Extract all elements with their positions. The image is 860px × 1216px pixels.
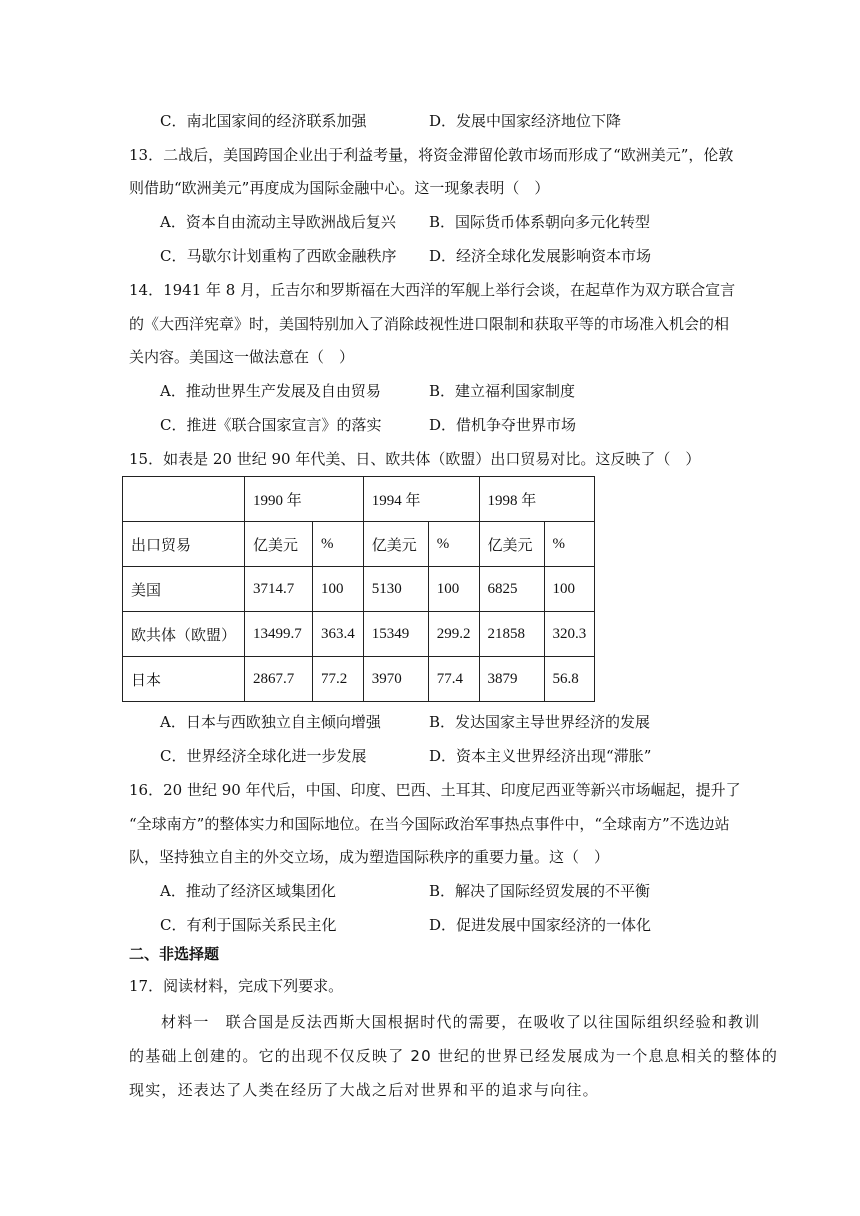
q14-option-b: B．建立福利国家制度 xyxy=(429,382,576,400)
row-name: 欧共体（欧盟） xyxy=(123,612,245,657)
q12-option-c: C．南北国家间的经济联系加强 xyxy=(160,112,367,130)
table-subheader-row xyxy=(123,522,595,567)
q16-option-a: A．推动了经济区域集团化 xyxy=(160,882,336,900)
year-header-1998: 1998 年 xyxy=(479,477,595,522)
table-cell: 5130 xyxy=(363,567,428,612)
q17-material-1-line-3: 现实，还表达了人类在经历了大战之后对世界和平的追求与向往。 xyxy=(129,1081,599,1099)
table-cell: 320.3 xyxy=(544,612,595,657)
q16-option-c: C．有利于国际关系民主化 xyxy=(160,916,337,934)
table-corner-cell xyxy=(123,477,245,522)
table-cell: 13499.7 xyxy=(245,612,313,657)
unit-header: 亿美元 xyxy=(363,522,428,567)
table-row-eu xyxy=(123,612,595,657)
q15-option-a: A．日本与西欧独立自主倾向增强 xyxy=(160,713,381,731)
table-cell: 100 xyxy=(313,567,364,612)
q14-option-d: D．借机争夺世界市场 xyxy=(429,416,577,434)
percent-header: % xyxy=(544,522,595,567)
table-cell: 6825 xyxy=(479,567,544,612)
q15-option-b: B．发达国家主导世界经济的发展 xyxy=(429,713,651,731)
q13-stem-line-2: 则借助“欧洲美元”再度成为国际金融中心。这一现象表明（ ） xyxy=(129,179,550,197)
q13-option-c: C．马歇尔计划重构了西欧金融秩序 xyxy=(160,247,397,265)
unit-header: 亿美元 xyxy=(245,522,313,567)
table-header-row xyxy=(123,477,595,522)
percent-header: % xyxy=(428,522,479,567)
percent-header: % xyxy=(313,522,364,567)
q16-stem-line-3: 队，坚持独立自主的外交立场，成为塑造国际秩序的重要力量。这（ ） xyxy=(129,848,610,866)
q16-option-d: D．促进发展中国家经济的一体化 xyxy=(429,916,652,934)
q17-material-1-line-2: 的基础上创建的。它的出现不仅反映了 20 世纪的世界已经发展成为一个息息相关的整体的 xyxy=(129,1047,779,1065)
table-cell: 363.4 xyxy=(313,612,364,657)
table-cell: 2867.7 xyxy=(245,657,313,702)
section-heading-non-choice: 二、非选择题 xyxy=(129,945,220,963)
q13-option-a: A．资本自由流动主导欧洲战后复兴 xyxy=(160,213,396,231)
q15-stem: 15．如表是 20 世纪 90 年代美、日、欧共体（欧盟）出口贸易对比。这反映了（ ） xyxy=(129,450,701,468)
row-name: 日本 xyxy=(123,657,245,702)
row-header-label: 出口贸易 xyxy=(123,522,245,567)
table-cell: 77.4 xyxy=(428,657,479,702)
year-header-1994: 1994 年 xyxy=(363,477,479,522)
table-cell: 56.8 xyxy=(544,657,595,702)
table-cell: 100 xyxy=(544,567,595,612)
q13-option-b: B．国际货币体系朝向多元化转型 xyxy=(429,213,651,231)
table-cell: 299.2 xyxy=(428,612,479,657)
q17-stem: 17．阅读材料，完成下列要求。 xyxy=(129,977,344,995)
row-name: 美国 xyxy=(123,567,245,612)
table-cell: 100 xyxy=(428,567,479,612)
q14-stem-line-1: 14．1941 年 8 月，丘吉尔和罗斯福在大西洋的军舰上举行会谈，在起草作为双方联合宣言 xyxy=(129,281,736,299)
unit-header: 亿美元 xyxy=(479,522,544,567)
table-cell: 77.2 xyxy=(313,657,364,702)
table-cell: 3970 xyxy=(363,657,428,702)
q13-option-d: D．经济全球化发展影响资本市场 xyxy=(429,247,652,265)
table-cell: 3879 xyxy=(479,657,544,702)
q14-option-c: C．推进《联合国家宣言》的落实 xyxy=(160,416,382,434)
q12-option-d: D．发展中国家经济地位下降 xyxy=(429,112,622,130)
q15-option-c: C．世界经济全球化进一步发展 xyxy=(160,747,367,765)
year-header-1990: 1990 年 xyxy=(245,477,364,522)
table-cell: 15349 xyxy=(363,612,428,657)
q14-stem-line-3: 关内容。美国这一做法意在（ ） xyxy=(129,348,355,366)
table-row-usa xyxy=(123,567,595,612)
q16-option-b: B．解决了国际经贸发展的不平衡 xyxy=(429,882,651,900)
export-trade-table xyxy=(122,476,595,702)
q16-stem-line-2: “全球南方”的整体实力和国际地位。在当今国际政治军事热点事件中，“全球南方”不选边站 xyxy=(129,815,730,833)
q14-stem-line-2: 的《大西洋宪章》时，美国特别加入了消除歧视性进口限制和获取平等的市场准入机会的相 xyxy=(129,315,730,333)
q13-stem-line-1: 13．二战后，美国跨国企业出于利益考量，将资金滞留伦敦市场而形成了“欧洲美元”，伦敦 xyxy=(129,146,734,164)
q14-option-a: A．推动世界生产发展及自由贸易 xyxy=(160,382,381,400)
table-cell: 3714.7 xyxy=(245,567,313,612)
q15-option-d: D．资本主义世界经济出现“滞胀” xyxy=(429,747,652,765)
q17-material-1-line-1: 材料一 联合国是反法西斯大国根据时代的需要，在吸收了以往国际组织经验和教训 xyxy=(161,1013,761,1031)
table-cell: 21858 xyxy=(479,612,544,657)
q16-stem-line-1: 16．20 世纪 90 年代后，中国、印度、巴西、土耳其、印度尼西亚等新兴市场崛起，提升了 xyxy=(129,781,741,799)
table-row-japan xyxy=(123,657,595,702)
